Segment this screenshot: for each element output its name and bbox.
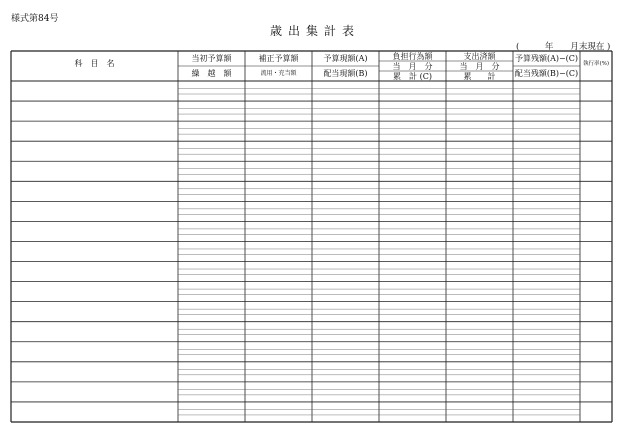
header-encumbrance: 負担行為額 bbox=[392, 52, 433, 61]
header-current-budget: 予算現額(A) bbox=[323, 54, 368, 63]
header-expenditure-month: 当 月 分 bbox=[459, 62, 500, 71]
header-subject: 科 目 名 bbox=[74, 59, 115, 68]
header-encumbrance-month: 当 月 分 bbox=[392, 62, 433, 71]
as-of-date: ( 年 月末現在 ) bbox=[516, 42, 611, 52]
header-carried-over: 繰 越 額 bbox=[191, 69, 232, 78]
header-execution-rate: 執行率(%) bbox=[582, 61, 610, 67]
header-encumbrance-total: 累 計 (C) bbox=[393, 72, 432, 81]
header-allocated-current: 配当現額(B) bbox=[323, 69, 368, 78]
header-expenditure-total: 累 計 bbox=[463, 72, 496, 81]
header-diverted-reserve: 流用・充当額 bbox=[260, 70, 297, 77]
page-title: 歳出集計表 bbox=[269, 24, 360, 38]
header-initial-budget: 当初予算額 bbox=[191, 54, 232, 63]
header-supplementary-budget: 補正予算額 bbox=[258, 54, 299, 63]
header-expenditure: 支出済額 bbox=[463, 52, 496, 61]
header-allocated-remaining: 配当残額(B)−(C) bbox=[514, 69, 579, 78]
header-remaining-budget: 予算残額(A)−(C) bbox=[514, 54, 579, 63]
form-number: 様式第84号 bbox=[11, 14, 59, 24]
